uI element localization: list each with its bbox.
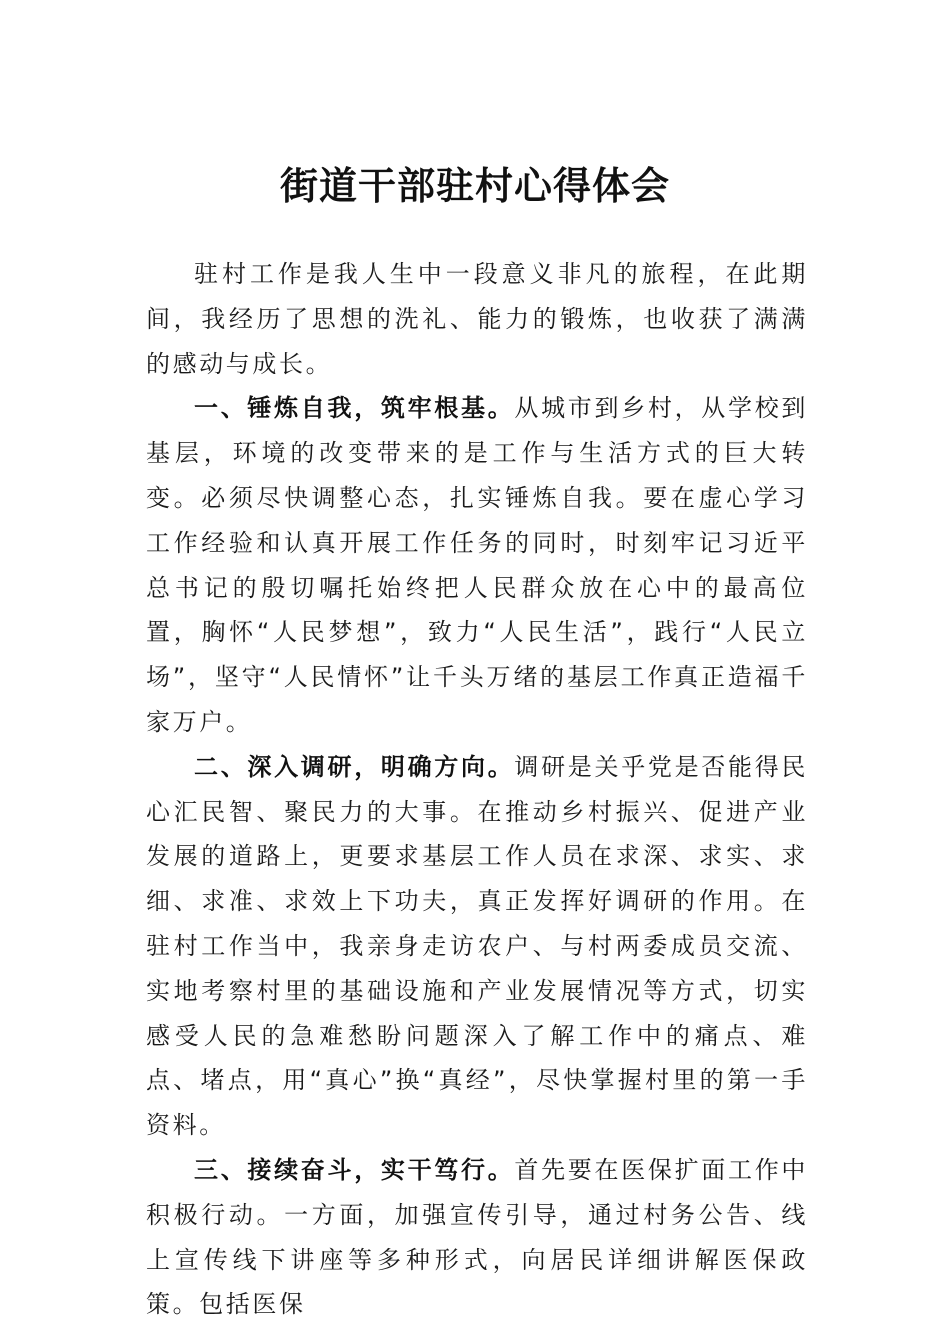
section-heading: 二、深入调研，明确方向。 [194, 752, 515, 781]
section-heading: 三、接续奋斗，实干笃行。 [194, 1155, 515, 1184]
document-body [146, 252, 808, 1327]
paragraph-intro [146, 252, 808, 386]
paragraph-text: 从城市到乡村，从学校到基层，环境的改变带来的是工作与生活方式的巨大转变。必须尽快调整心态，扎实锤炼自我。要在虚心学习工作经验和认真开展工作任务的同时，时刻牢记习近平总书记的殷切嘱托始终把人民群众放在心中的最高位置，胸怀“人民梦想”，致力“人民生活”，践行“人民立场”，坚守“人民情怀”让千头万绪的基层工作真正造福千家万户。 [146, 394, 808, 736]
section-heading: 一、锤炼自我，筑牢根基。 [194, 394, 515, 423]
paragraph-text: 调研是关乎党是否能得民心汇民智、聚民力的大事。在推动乡村振兴、促进产业发展的道路上，更要求基层工作人员在求深、求实、求细、求准、求效上下功夫，真正发挥好调研的作用。在驻村工作当中，我亲身走访农户、与村两委成员交流、实地考察村里的基础设施和产业发展情况等方式，切实感受人民的急难愁盼问题深入了解工作中的痛点、难点、堵点，用“真心”换“真经”，尽快掌握村里的第一手资料。 [146, 752, 808, 1140]
paragraph-text: 首先要在医保扩面工作中积极行动。一方面，加强宣传引导，通过村务公告、线上宣传线下讲座等多种形式，向居民详细讲解医保政策。包括医保 [146, 1155, 808, 1319]
document-title: 街道干部驻村心得体会 [279, 163, 670, 208]
paragraph-text: 驻村工作是我人生中一段意义非凡的旅程，在此期间，我经历了思想的洗礼、能力的锻炼，也收获了满满的感动与成长。 [146, 260, 808, 378]
paragraph-section-2 [146, 745, 808, 1148]
paragraph-section-3 [146, 1148, 808, 1327]
paragraph-section-1 [146, 386, 808, 744]
